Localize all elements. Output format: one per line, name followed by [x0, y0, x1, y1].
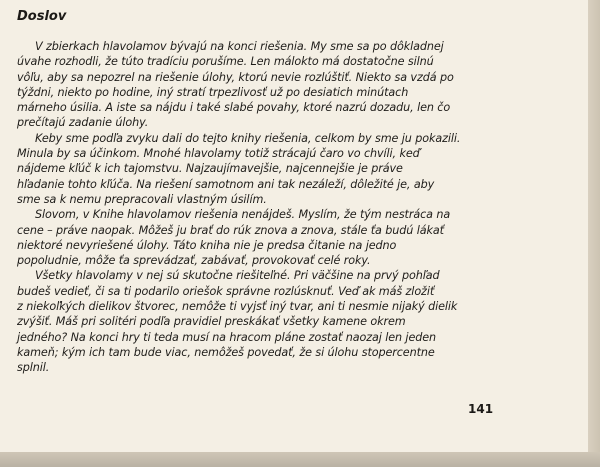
- text-line: vôľu, aby sa nepozrel na riešenie úlohy, ktorú nevie rozlúštiť. Niekto sa vzdá po: [17, 70, 454, 84]
- text-line: Všetky hlavolamy v nej sú skutočne riešiteľné. Pri väčšine na prvý pohľad: [35, 269, 440, 283]
- text-line: Keby sme podľa zvyku dali do tejto knihy riešenia, celkom by sme ju pokazili.: [35, 131, 461, 145]
- text-line: týždni, niekto po hodine, iný stratí trpezlivosť už po desiatich minútach: [17, 85, 409, 99]
- show-through-text: [250, 0, 570, 36]
- page-bottom-edge: [0, 452, 600, 467]
- text-line: cene – práve naopak. Môžeš ju brať do rúk znova a znova, stále ťa budú lákať: [17, 223, 444, 237]
- text-line: kameň; kým ich tam bude viac, nemôžeš povedať, že si úlohu stopercentne: [17, 345, 435, 359]
- page-number: 141: [468, 402, 494, 416]
- text-line: márneho úsilia. A iste sa nájdu i také slabé povahy, ktoré nazrú dozadu, len čo: [17, 101, 451, 115]
- text-line: Slovom, v Knihe hlavolamov riešenia nenájdeš. Myslím, že tým nestráca na: [35, 208, 451, 222]
- page-stack-edge: [588, 0, 600, 467]
- text-line: popoludnie, môže ťa sprevádzať, zabávať, provokovať celé roky.: [17, 254, 371, 268]
- text-line: splnil.: [17, 361, 50, 375]
- text-line: nájdeme kľúč k ich tajomstvu. Najzaujímavejšie, najcennejšie je práve: [17, 162, 403, 176]
- text-line: úvahe rozhodli, že túto tradíciu porušíme. Len málokto má dostatočne silnú: [17, 55, 434, 69]
- text-line: prečítajú zadanie úlohy.: [17, 116, 149, 130]
- text-line: sme sa k nemu prepracovali vlastným úsilím.: [17, 192, 267, 206]
- body-text: [17, 39, 490, 376]
- text-line: zvýšiť. Máš pri solitéri podľa pravidiel preskákať všetky kamene okrem: [17, 315, 406, 329]
- text-line: niektoré nevyriešené úlohy. Táto kniha nie je predsa čitanie na jedno: [17, 238, 397, 252]
- page-heading: Doslov: [17, 9, 67, 24]
- text-line: Minula by sa účinkom. Mnohé hlavolamy totiž strácajú čaro vo chvíli, keď: [17, 147, 420, 161]
- text-line: jedného? Na konci hry ti teda musí na hracom pláne zostať naozaj len jeden: [17, 330, 436, 344]
- text-line: hľadanie tohto kľúča. Na riešení samotnom ani tak nezáleží, dôležité je, aby: [17, 177, 435, 191]
- text-line: budeš vedieť, či sa ti podarilo oriešok správne rozlúsknuť. Veď ak máš zložiť: [17, 284, 435, 298]
- text-line: V zbierkach hlavolamov bývajú na konci riešenia. My sme sa po dôkladnej: [35, 40, 444, 53]
- text-line: z niekoľkých dielikov štvorec, nemôže ti vyjsť iný tvar, ani ti nesmie nijaký dielik: [17, 300, 458, 314]
